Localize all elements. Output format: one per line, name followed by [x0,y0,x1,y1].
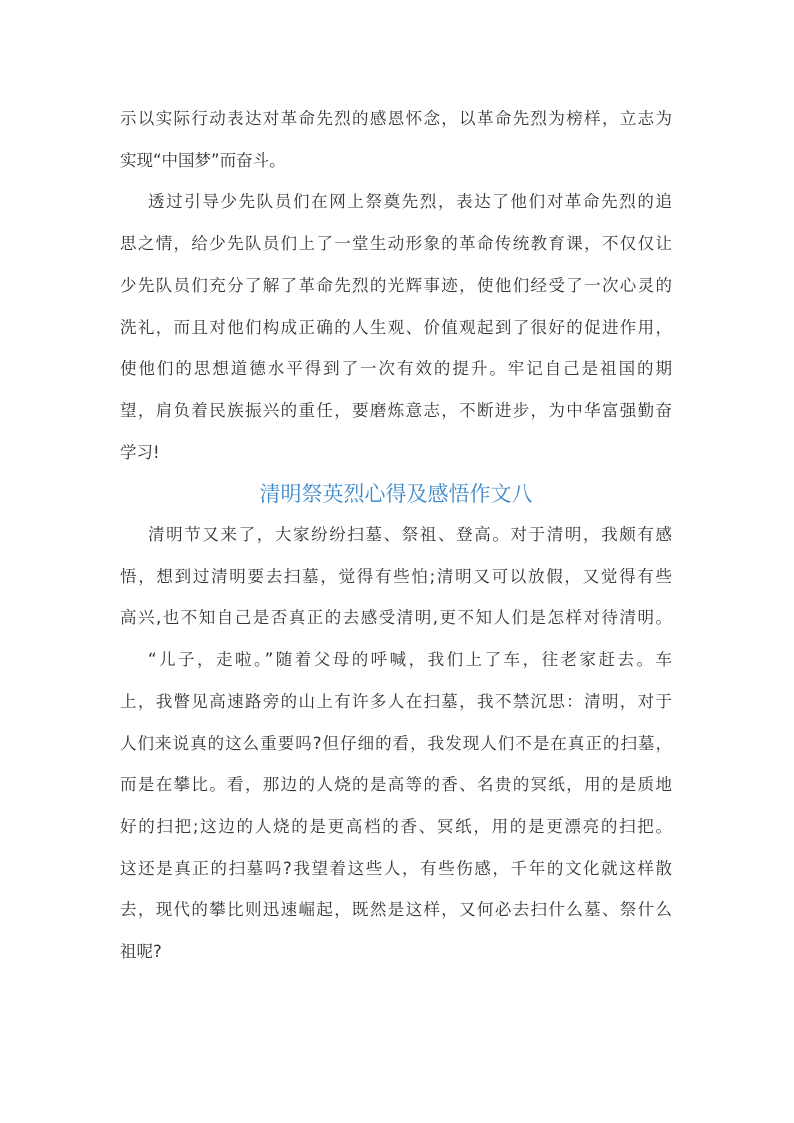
paragraph-4-line-6: 这还是真正的扫墓吗?我望着这些人，有些伤感，千年的文化就这样散 [120,859,672,878]
paragraph-2-line-7: 学习! [120,443,160,462]
paragraph-4-line-2: 上，我瞥见高速路旁的山上有许多人在扫墓，我不禁沉思：清明，对于 [120,692,672,711]
paragraph-1-line-2: 实现“中国梦”而奋斗。 [120,151,286,170]
section-heading: 清明祭英烈心得及感悟作文八 [259,482,533,506]
paragraph-2-line-1: 透过引导少先队员们在网上祭奠先烈，表达了他们对革命先烈的追 [148,192,672,211]
paragraph-2-line-2: 思之情，给少先队员们上了一堂生动形象的革命传统教育课，不仅仅让 [120,234,672,253]
paragraph-3-line-1: 清明节又来了，大家纷纷扫墓、祭祖、登高。对于清明，我颇有感 [148,525,672,544]
paragraph-2-line-5: 使他们的思想道德水平得到了一次有效的提升。牢记自己是祖国的期 [120,359,672,378]
paragraph-1-line-1: 示以实际行动表达对革命先烈的感恩怀念，以革命先烈为榜样，立志为 [120,109,672,128]
paragraph-4-line-1: “儿子，走啦。”随着父母的呼喊，我们上了车，往老家赶去。车 [148,650,672,669]
paragraph-3-line-2: 悟，想到过清明要去扫墓，觉得有些怕;清明又可以放假，又觉得有些 [120,567,672,586]
paragraph-3-line-3: 高兴,也不知自己是否真正的去感受清明,更不知人们是怎样对待清明。 [120,608,672,627]
paragraph-4-line-3: 人们来说真的这么重要吗?但仔细的看，我发现人们不是在真正的扫墓， [120,734,672,753]
paragraph-2-line-4: 洗礼，而且对他们构成正确的人生观、价值观起到了很好的促进作用， [120,318,672,337]
paragraph-4-line-8: 祖呢? [120,942,162,961]
paragraph-2-line-6: 望，肩负着民族振兴的重任，要磨炼意志，不断进步，为中华富强勤奋 [120,401,672,420]
paragraph-2-line-3: 少先队员们充分了解了革命先烈的光辉事迹，使他们经受了一次心灵的 [120,276,672,295]
paragraph-4-line-7: 去，现代的攀比则迅速崛起，既然是这样，又何必去扫什么墓、祭什么 [120,900,672,919]
paragraph-4-line-5: 好的扫把;这边的人烧的是更高档的香、冥纸，用的是更漂亮的扫把。 [120,817,672,836]
paragraph-4-line-4: 而是在攀比。看，那边的人烧的是高等的香、名贵的冥纸，用的是质地 [120,775,672,794]
